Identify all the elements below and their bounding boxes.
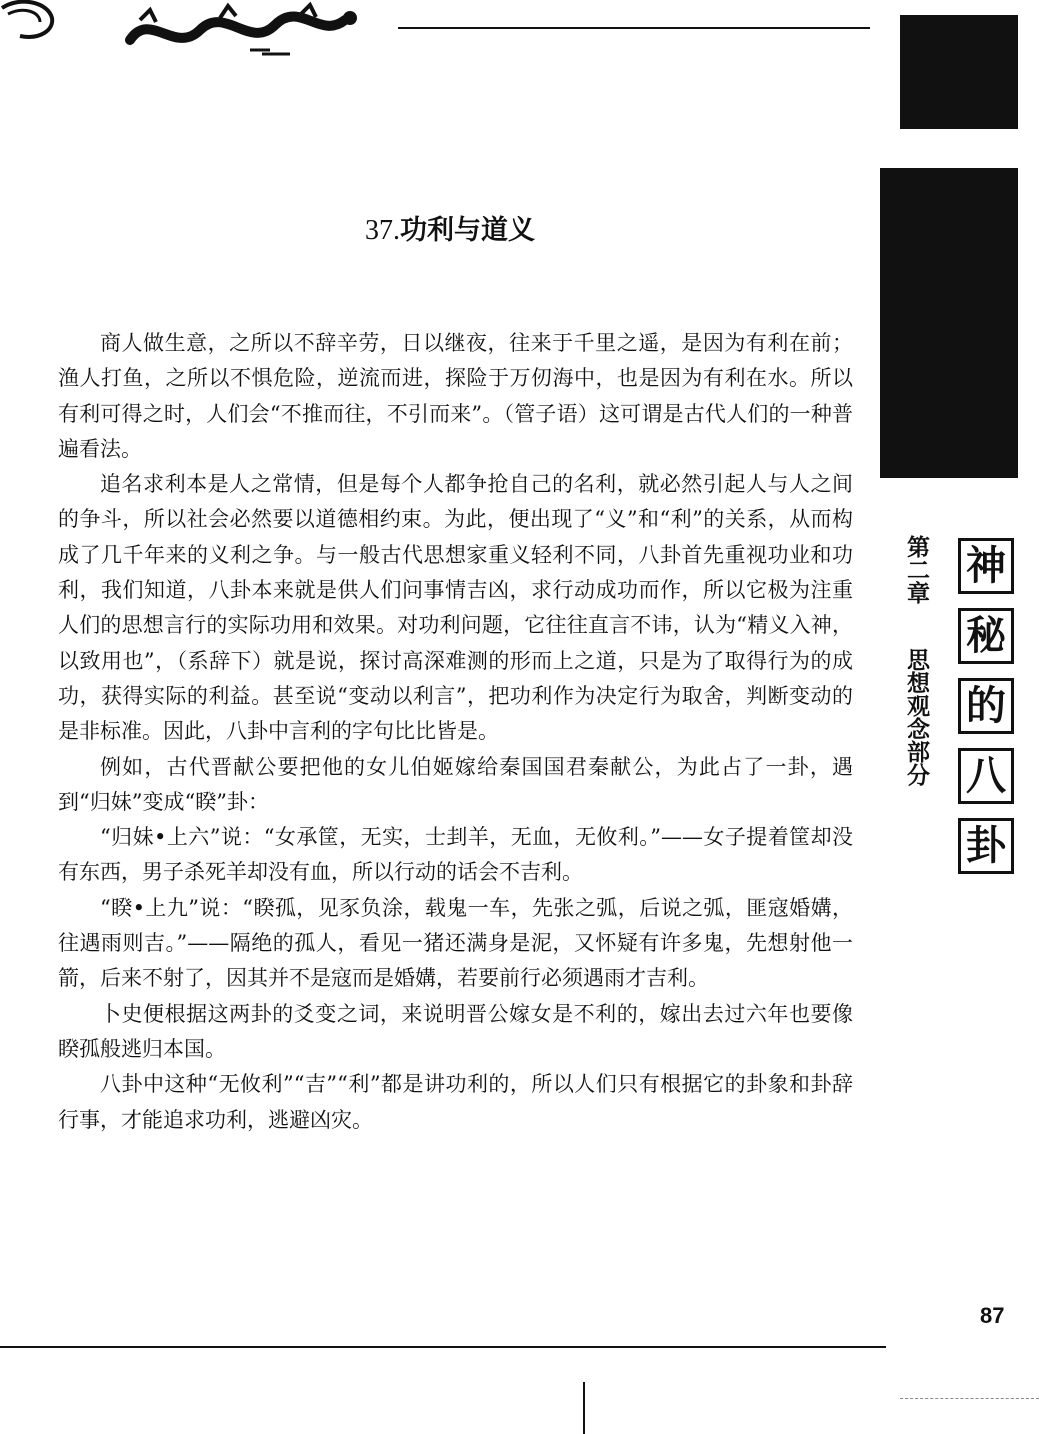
book-title-char: 的 (958, 678, 1014, 734)
chapter-number: 第二章 (903, 535, 929, 604)
section-tab-top (900, 15, 1018, 129)
paragraph: 卜史便根据这两卦的爻变之词，来说明晋公嫁女是不利的，嫁出去过六年也要像睽孤般逃归本国。 (58, 1001, 853, 1061)
paragraph: 追名求利本是人之常情，但是每个人都争抢自己的名利，就必然引起人与人之间的争斗，所以社会必然要以道德相约束。为此，便出现了“义”和“利”的关系，从而构成了几千年来的义利之争。与一般古代思想家重义轻利不同，八卦首先重视功业和功利，我们知道，八卦本来就是供人们问事情吉凶，求行动成功而作，所以它极为注重人们的思想言行的实际功用和效果。对功利问题，它往往直言不讳，认为“精义入神，以致用也”，（系辞下）就是说，探讨高深难测的形而上之道，只是为了取得行为的成功，获得实际的利益。甚至说“变动以利言”，把功利作为决定行为取舍，判断变动的是非标准。因此，八卦中言利的字句比比皆是。 (58, 472, 853, 744)
book-title-char: 神 (958, 538, 1014, 594)
paragraph: “归妹•上六”说：“女承筐，无实，士刲羊，无血，无攸利。”——女子提着筐却没有东西，男子杀死羊却没有血，所以行动的话会不吉利。 (58, 825, 853, 885)
book-title-char: 八 (958, 748, 1014, 804)
paragraph: 商人做生意，之所以不辞辛劳，日以继夜，往来于千里之遥，是因为有利在前；渔人打鱼，之所以不惧危险，逆流而进，探险于万仞海中，也是因为有利在水。所以有利可得之时，人们会“不推而往，不引而来”。（管子语）这可谓是古代人们的一种普遍看法。 (58, 331, 853, 461)
section-tab-middle (880, 168, 1018, 478)
page-number: 87 (980, 1303, 1005, 1328)
dragon-ornament-icon (0, 0, 380, 60)
article-title (0, 208, 900, 247)
book-title-stack (958, 538, 1020, 888)
book-title-char: 秘 (958, 608, 1014, 664)
binding-mark (583, 1382, 585, 1434)
book-title-char: 卦 (958, 818, 1014, 874)
header-rule (398, 27, 870, 29)
article-title-text: 功利与道义 (400, 215, 535, 246)
article-body (58, 326, 853, 1138)
scan-artifact (900, 1398, 1039, 1400)
article-number: 37. (365, 215, 400, 246)
chapter-label (898, 535, 928, 786)
paragraph: 八卦中这种“无攸利”“吉”“利”都是讲功利的，所以人们只有根据它的卦象和卦辞行事，才能追求功利，逃避凶灾。 (58, 1072, 853, 1132)
paragraph: “睽•上九”说：“睽孤，见豕负涂，载鬼一车，先张之弧，后说之弧，匪寇婚媾，往遇雨则吉。”——隔绝的孤人，看见一猪还满身是泥，又怀疑有许多鬼，先想射他一箭，后来不射了，因其并不是寇而是婚媾，若要前行必须遇雨才吉利。 (58, 895, 853, 991)
chapter-name: 思想观念部分 (903, 648, 929, 786)
footer-rule (0, 1346, 886, 1348)
paragraph: 例如，古代晋献公要把他的女儿伯姬嫁给秦国国君秦献公，为此占了一卦，遇到“归妹”变成“睽”卦： (58, 754, 853, 814)
